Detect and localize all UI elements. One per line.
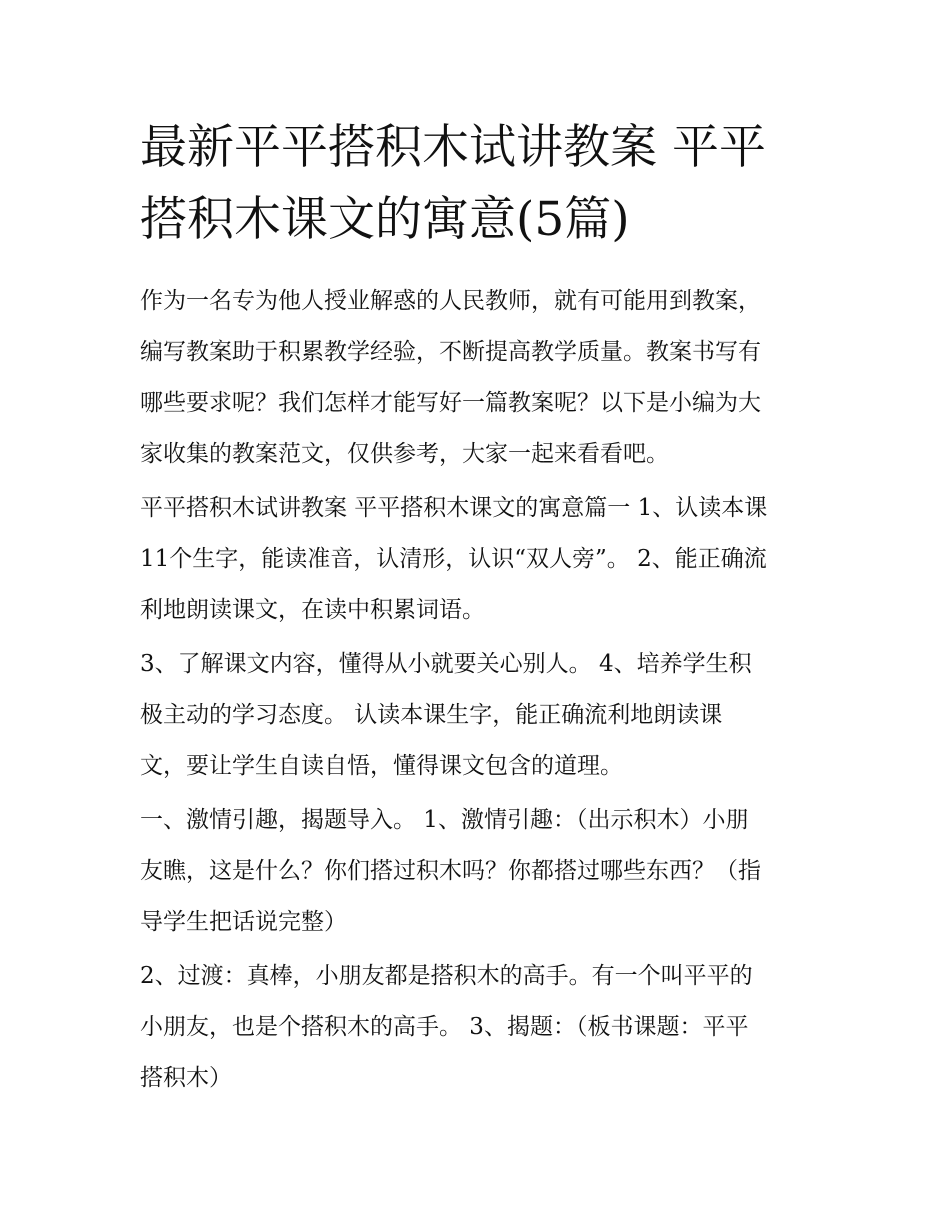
- text-line: 3、了解课文内容，懂得从小就要关心别人。 4、培养学生积: [140, 651, 752, 677]
- text-line: 文，要让学生自读自悟，懂得课文包含的道理。: [140, 753, 623, 779]
- paragraph-intro: [140, 276, 830, 480]
- text-line: 编写教案助于积累教学经验，不断提高教学质量。教案书写有: [140, 339, 761, 365]
- text-line: 友瞧，这是什么？你们搭过积木吗？你都搭过哪些东西？（指: [140, 858, 761, 884]
- paragraph-step-two: [140, 951, 830, 1104]
- text-line: 家收集的教案范文，仅供参考，大家一起来看看吧。: [140, 441, 669, 467]
- text-line: 一、激情引趣，揭题导入。 1、激情引趣：（出示积木）小朋: [140, 807, 749, 833]
- text-line: 利地朗读课文，在读中积累词语。: [140, 597, 485, 623]
- paragraph-section-one: [140, 483, 830, 636]
- title-line: 搭积木课文的寓意(5篇): [140, 192, 630, 247]
- text-line: 搭积木）: [140, 1065, 232, 1091]
- text-line: 导学生把话说完整）: [140, 909, 347, 935]
- text-line: 哪些要求呢？我们怎样才能写好一篇教案呢？以下是小编为大: [140, 390, 761, 416]
- paragraph-step-one: [140, 795, 830, 948]
- document-body: [140, 276, 830, 1104]
- title-line: 最新平平搭积木试讲教案 平平: [140, 120, 766, 175]
- paragraph-objectives: [140, 639, 830, 792]
- text-line: 2、过渡：真棒，小朋友都是搭积木的高手。有一个叫平平的: [140, 963, 753, 989]
- text-line: 平平搭积木试讲教案 平平搭积木课文的寓意篇一 1、认读本课: [140, 495, 768, 521]
- text-line: 11个生字，能读准音，认清形，认识“双人旁”。 2、能正确流: [140, 546, 767, 572]
- document-title: [140, 112, 820, 256]
- text-line: 极主动的学习态度。 认读本课生字，能正确流利地朗读课: [140, 702, 723, 728]
- text-line: 小朋友，也是个搭积木的高手。 3、揭题：（板书课题：平平: [140, 1014, 749, 1040]
- text-line: 作为一名专为他人授业解惑的人民教师，就有可能用到教案，: [140, 288, 761, 314]
